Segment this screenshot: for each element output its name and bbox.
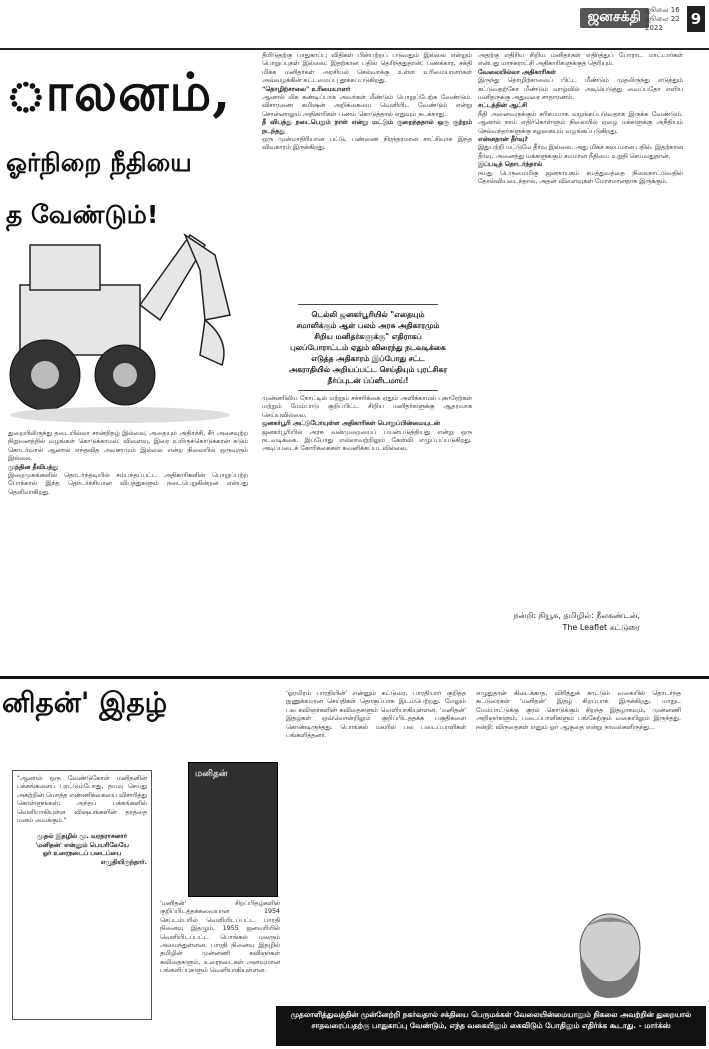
- right-subhead-4: இப்படித் தொடர்ந்தால்: [478, 161, 543, 169]
- magazine-cover-title: மனிதன்: [195, 769, 228, 779]
- quote-line-4: புலப்போராட்டம் ஏதும் விரைந்து நடவடிக்கை: [290, 343, 446, 352]
- right-para-5: நமது பெருமைமிகு ஜனநாயகம் சமத்துவத்தை நிலைநாட்டுவதில் தோல்வியடைந்தால், அதன் விளைவுகள் மோசமானதாக இருக்கும்.: [478, 169, 683, 186]
- section-separator: [0, 676, 709, 679]
- quote-line-1: டெல்லி ஜனகர்பூரியில் "எதையும்: [311, 310, 425, 319]
- right-para-2: இருந்து தொழிற்சாலைப் பிட்ட மீண்டும் முதலிருந்து எடுத்தும் கட்டுவதற்கோ மீண்டும் வாழ்வில் அடியெடுத்து வைப்பதோ எளிய மனிதருக்கு அதுவரை சாதாரணம்.: [478, 77, 683, 102]
- left-para-1: துறையிலிருந்து தடையில்லா சான்றிதழ் இல்லை; அதையும் அதிர்ச்சி, சீர் அசைவுற்ற நிறுவனத்தில் வழங்கள் கொடுக்காமல்; விளைவு, இரை உயிருக்கொடுக்கான் கடும் கொடர்வால் ஆனால் எந்தவித அவசரமும் இல்லை என்ற நிலையில் ஒருவரும் இல்லை.: [8, 430, 248, 463]
- masthead-date: [645, 6, 685, 33]
- lower-col2-para-1: 'மனிதன்' சிறப்பிதழ்களில் குறிப்பிடத்தக்கவையான 1954 செப்டம்பரில் வெளியிடப்பட்ட பாரதி நினைவு இதழும், 1955 ஜனவரியில் வெளியிடப்பட்ட பொங்கல் மலரும் அமைந்துள்ளன.: [160, 900, 280, 950]
- mid-subhead-1: "தொழிற்சாலை" உரிமையாளர்: [262, 85, 351, 93]
- mid-lower-subhead-1: ஜனகர்பூரி அட்டுபோயுள்ள அதிகாரிகள் பொறுப்பின்மையுடன்: [262, 420, 440, 428]
- headline-line-1: ாலனம்,: [6, 62, 232, 123]
- quote-line-6: அகராதியில் அறியப்பட்ட செய்தியும் புரட்சிகர: [288, 365, 448, 374]
- lower-col4-para-2: மாநுட மேம்பாட்டுக்கு குரல் கொடுக்கும் சிறந்த இதழாகவும், முன்னணி அறிஞர்களும், படைப்பாளிகளும் பங்கேற்கும் வகையிலும் இருந்தது.: [476, 698, 681, 723]
- quote-line-5: எடுத்த அதிகாரம் இப்போது சட்ட: [311, 354, 425, 363]
- quote-line-2: சமாளிக்கும் ஆள் பலம் அரசு அதிகாரமும்: [296, 321, 440, 330]
- lower-column-4: [476, 690, 681, 900]
- page-number: 9: [687, 6, 705, 32]
- right-subhead-1: வேலையில்லா அதிகாரிகள்: [478, 68, 556, 76]
- lower-column-2: [160, 900, 280, 1005]
- left-subhead-1: முந்தின தீவிபத்து: [8, 463, 59, 471]
- mid-para-1: தீயிடுதற்கு பாதுகாப்பு விதிகள் பின்பற்றப் படுவதும் இல்லை என்றும் பொறுப்புகள் இல்லை; இதற்கான பதில் தெரிந்ததுதான்; பணக்கார, சக்தி மிக்க மனிதர்கள் அரசியல் செல்வாக்கு உள்ள உரிமையாளர்கள் அவ்வழக்கின் கட்டமைப்பு தூக்கப்படுகிறது.: [262, 52, 472, 85]
- right-subhead-3: என்னதான் தீர்வு?: [478, 136, 528, 144]
- magazine-cover-image: [188, 762, 278, 897]
- article-credit: [470, 610, 640, 634]
- quote-line-7: தீர்ப்புடன் ப்ப்ளிடமாய்!: [327, 376, 409, 385]
- middle-column-top: [262, 52, 472, 297]
- lower-col2-para-2: பாரதி நினைவு இதழில் தமிழின் முன்னணி கவிஞர்கள் கவிதைகளும், உரைநடைகள் அளவுமான பங்களிப்புகளும் வெளியாகியுள்ளன.: [160, 942, 280, 975]
- credit-line-2: The Leaflet கட்டுரை: [562, 623, 640, 632]
- masthead-title: ஜனசக்தி: [580, 8, 649, 28]
- header-rule: [0, 48, 709, 50]
- right-para-3: நீதி அனைவருக்கும் சரிசமமாக வழங்கப்படுவதாக இருக்க வேண்டும். ஆனால் நாம் எதிர்கொள்ளும் நிலையில் ஏழை மக்களுக்கு அநீதியும் செல்வந்தர்களுக்கு சலுகையும் வழங்கப்படுகிறது.: [478, 110, 683, 135]
- credit-line-1: நன்றி: நியூசு, தமிழில்: நீலகண்டன்,: [513, 611, 640, 620]
- right-column: [478, 52, 683, 607]
- boxed-sign-3: ஓர் உரைநடைப் படைப்பை: [42, 850, 122, 858]
- lower-column-3: [286, 690, 466, 1000]
- headline-line-3: த வேண்டும்!: [6, 200, 159, 229]
- lower-headline: னிதன்' இதழ்: [2, 686, 168, 719]
- lower-col4-para-1: எழுதுதான் கிடைக்காத, விரித்துக் காட்டும் வகையில் தொடர்ந்த கட்டுரைகள் 'மனிதன்' இதழ் சிறப்பாக இருக்கிறது.: [476, 690, 681, 706]
- excavator-illustration: [0, 225, 238, 425]
- left-para-2: இறைமுகங்களில் தொடர்ந்தடியில் சம்பந்தப்பட்ட அதிகாரிகளின் பொறுப்பற்ற போக்கால் இந்த தொடர்ச்சியான விபத்துகளும் நடைபெறுகின்றன என்பது தெளிவாகிறது.: [8, 472, 248, 496]
- lower-col3-para-2: 'மனிதன்' இதழ்கள் ஒவ்வொன்றிலும் குறிப்பிடத்தக்க பகுதிகளை கொண்டிருந்தது. பொங்கல் மலரில் பல படைப்பாளிகள் பங்களித்தனர்.: [286, 706, 466, 740]
- lower-col3-para-1: 'ஓரமிரம் பாரதியின்' என்னும் கட்டுரை, பாரதியார் குறித்த நுணுக்கமான செய்திகள் தொகுப்பாக இடம்பெற்றது. மேலும் பல கவிஞர்களின் கவிதைகளும் வெளியாகியுள்ளன.: [286, 690, 466, 714]
- marx-portrait: [540, 910, 680, 998]
- boxed-sign-4: எழுதியிருந்தார்.: [100, 858, 147, 866]
- headline-line-2: ஓர்நிறை நீதியை: [6, 148, 192, 177]
- date-line-3: 2022: [645, 24, 663, 32]
- boxed-sign-1: முதல் இதழில் மு. வரதராசனார்: [36, 833, 128, 841]
- right-para-4: இதுபற்றி மட்டுமே தீர்வு இல்லை. அது மிகச் சுலபமான பதில். இதற்கான தீர்வு, அனைத்து மக்களுக்கும் சமமான நீதியை உறுதி செய்வதுதான்.: [478, 144, 683, 160]
- pull-quote: [268, 300, 468, 395]
- middle-column-lower: [262, 395, 472, 670]
- mid-para-2: ஆனால் மிக கண்டிப்பாக அவர்கள் மீண்டும் பொறுப்பேற்க வேண்டும். விசாரணை கமிஷன் அறிக்கையை வெளியிட வேண்டும் என்று சொன்னாலும் அதிகாரிகள் பணம் கொடுத்தால் எதுவும் நடக்காது.: [262, 94, 472, 118]
- quote-line-3: சிறிய மனிதர்களுக்கு" எதிராகப்: [314, 332, 422, 341]
- boxed-sign-2: 'மனிதன்' என்னும் பெயரிலேயே: [35, 841, 129, 849]
- marx-quote-box: முதலாளித்துவத்தின் முன்னேற்றி நகர்வதால் சக்தியை பெருமக்கள் வேலையின்மையாலும் நிகலை அவற்றின் துறையால் சாதவரைப்பதற்கு பாதுகாப்பு வேண்டும், எந்த வகையிலும் கைவிடும் போதிலும் எதிர்க்க கூடாது. - மார்க்ஸ்: [276, 1006, 706, 1046]
- right-subhead-2: சட்டத்தின் ஆட்சி: [478, 102, 527, 110]
- right-para-1: அதற்கு எதிரிய சிறிய மனிதர்கள் எதிர்த்துப் போராட மாட்டார்கள் என்பது மாநகராட்சி அதிகாரிகளுக்குத் தெரியும்.: [478, 52, 683, 68]
- lower-col4-para-3: நன்றி: விருதைகள் எனும் ஓர் ஆகுதை என்று நாவல்களிருந்து...: [476, 723, 656, 731]
- left-column: [8, 430, 248, 670]
- mid-lower-para-2: ஜனகர்பூரியில் அரசு வன்முறையைப் பயன்படுத்தியது என்று ஒரு நடவடிக்கை. இப்போது எல்லாவற்றிலும் கேள்வி எழுப்பப்படுகிறது. அடிப்படைக் கோரிக்கைகள் கவனிக்கப்படவில்லை.: [262, 428, 472, 453]
- date-line-2: ஜூலை 22: [645, 15, 680, 23]
- mid-lower-para-1: முன்னரிலிய நோட்டில் மற்றும் சச்சரிக்கை ஏதும் அளிக்காமல் புகாரேற்கள் மற்றும் மேம்பாடு குறிப்பிட்ட சிறிய மனிதர்களுக்கு ஆதரவாக செய்யவில்லை.: [262, 395, 472, 419]
- boxed-quote: [12, 770, 152, 1020]
- mid-para-3: ஒரு முன்மாதிரியான பட்டு, பண்ணை நிரந்தரமான சாட்சியாக இந்த விவகாரம் இருக்கிறது.: [262, 136, 472, 152]
- boxed-quote-text: "ஆனால் ஒரு வேண்டுகோள் மனிதனின் பக்கங்களைப் புரட்டும்போது, தயவு செய்து அகற்றின் மொத்த எண்ணிக்கையை விசாரித்து கொள்ளுங்கள்; அந்தப் பக்கங்களில் வெளியாகியுள்ள விஷயங்களின் தரத்தை மனம் வைக்கும்.": [17, 775, 147, 825]
- date-line-1: ஜூலை 16: [645, 6, 680, 14]
- mid-subhead-2: தீ விபத்து நடைபெறும் நாள் என்று மட்டும் குறைந்ததால் ஒரு குற்றம் நடந்தது: [262, 119, 472, 135]
